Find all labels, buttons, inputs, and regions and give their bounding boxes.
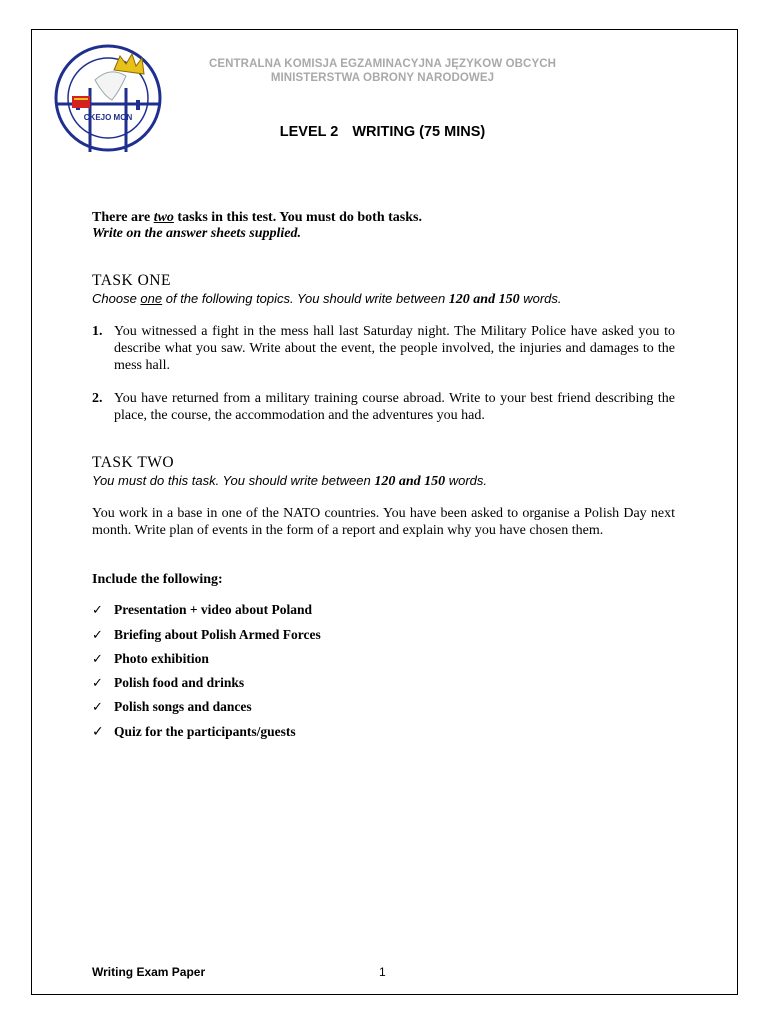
- intro-text-a: There are: [92, 210, 154, 225]
- checkmark-icon: ✓: [92, 651, 103, 667]
- checklist-text: Presentation + video about Poland: [114, 602, 312, 617]
- task-one-inst-c: words.: [519, 291, 562, 306]
- task-two-paragraph: You work in a base in one of the NATO countries. You have been asked to organise a Polish Day next month. Write plan of events in the form of a report and explain why you have chosen them.: [92, 506, 675, 538]
- organisation-name: [170, 57, 595, 85]
- task-one-inst-one: one: [140, 291, 163, 306]
- item-number: 1.: [92, 324, 103, 339]
- writing-label: WRITING (75 MINS): [352, 124, 486, 140]
- item-number: 2.: [92, 391, 103, 406]
- checklist-item: [92, 724, 296, 740]
- checklist-item: [92, 627, 321, 643]
- task-one-item-1: [92, 323, 675, 374]
- checklist-text: Photo exhibition: [114, 651, 209, 666]
- org-line-2: MINISTERSTWA OBRONY NARODOWEJ: [270, 72, 495, 84]
- checklist-item: [92, 675, 244, 691]
- checklist-text: Quiz for the participants/guests: [114, 724, 296, 739]
- ckejo-mon-logo: [50, 40, 166, 156]
- task-one-item-2: [92, 390, 675, 424]
- checkmark-icon: ✓: [92, 602, 103, 618]
- checkmark-icon: ✓: [92, 724, 104, 740]
- task-two-inst-c: words.: [445, 473, 488, 488]
- intro-emphasis: two: [153, 210, 174, 225]
- task-two-heading: TASK TWO: [92, 454, 175, 471]
- checkmark-icon: ✓: [92, 699, 103, 715]
- item-text: You witnessed a fight in the mess hall last Saturday night. The Military Police have asked you to describe what you saw. Write about the event, the people involved, the injuries and damages to the mess hall.: [114, 324, 675, 373]
- item-text: You have returned from a military training course abroad. Write to your best friend describing the place, the course, the accommodation and the adventures you had.: [114, 391, 675, 423]
- task-one-word-count: 120 and 150: [448, 292, 520, 307]
- task-two-word-count: 120 and 150: [374, 474, 446, 489]
- checklist-item: [92, 699, 252, 715]
- checklist-text: Polish songs and dances: [114, 699, 252, 714]
- task-one-inst-b: of the following topics. You should write between: [162, 291, 449, 306]
- include-label: Include the following:: [92, 572, 223, 587]
- level-label: LEVEL 2: [279, 124, 339, 140]
- page-number: 1: [379, 965, 386, 979]
- checklist-text: Briefing about Polish Armed Forces: [114, 627, 321, 642]
- intro-line-2: Write on the answer sheets supplied.: [92, 226, 301, 241]
- task-one-instruction: [92, 291, 562, 308]
- task-one-heading: TASK ONE: [92, 272, 171, 289]
- logo-caption: CKEJO MON: [83, 113, 133, 122]
- intro-text-b: tasks in this test. You must do both tasks.: [173, 210, 422, 225]
- org-line-1: CENTRALNA KOMISJA EGZAMINACYJNA JĘZYKOW OBCYCH: [208, 58, 557, 70]
- checkmark-icon: ✓: [92, 627, 103, 643]
- exam-title: [170, 124, 595, 140]
- checkmark-icon: ✓: [92, 675, 103, 691]
- task-one-inst-a: Choose: [92, 291, 141, 306]
- checklist-text: Polish food and drinks: [114, 675, 245, 690]
- footer-title: Writing Exam Paper: [92, 965, 206, 979]
- task-two-instruction: [92, 473, 487, 490]
- intro-line-1: [92, 210, 422, 226]
- task-two-inst-a: You must do this task. You should write between: [92, 473, 375, 488]
- checklist-item: [92, 651, 209, 667]
- checklist-item: [92, 602, 312, 618]
